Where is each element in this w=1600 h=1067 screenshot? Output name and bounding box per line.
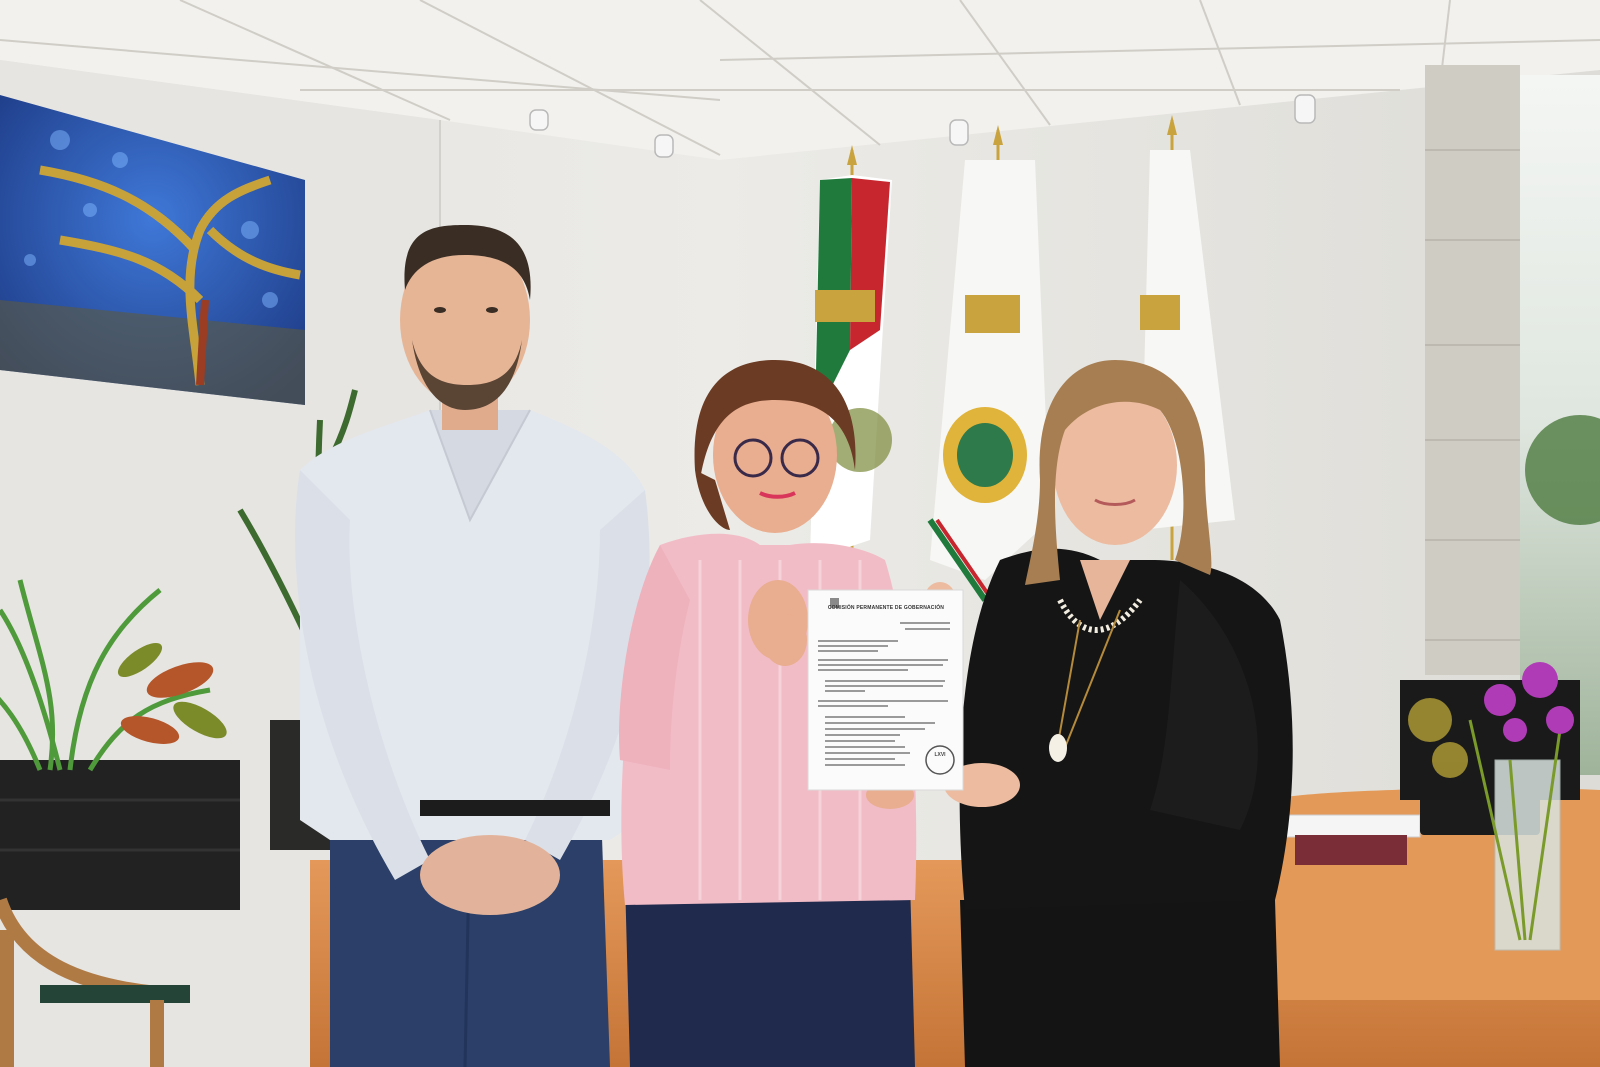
held-document — [808, 590, 963, 790]
document-heading: COMISIÓN PERMANENTE DE GOBERNACIÓN — [827, 605, 945, 611]
stone-column — [1425, 65, 1520, 675]
document-seal-text: LXVI — [934, 752, 946, 758]
hand — [763, 614, 807, 666]
